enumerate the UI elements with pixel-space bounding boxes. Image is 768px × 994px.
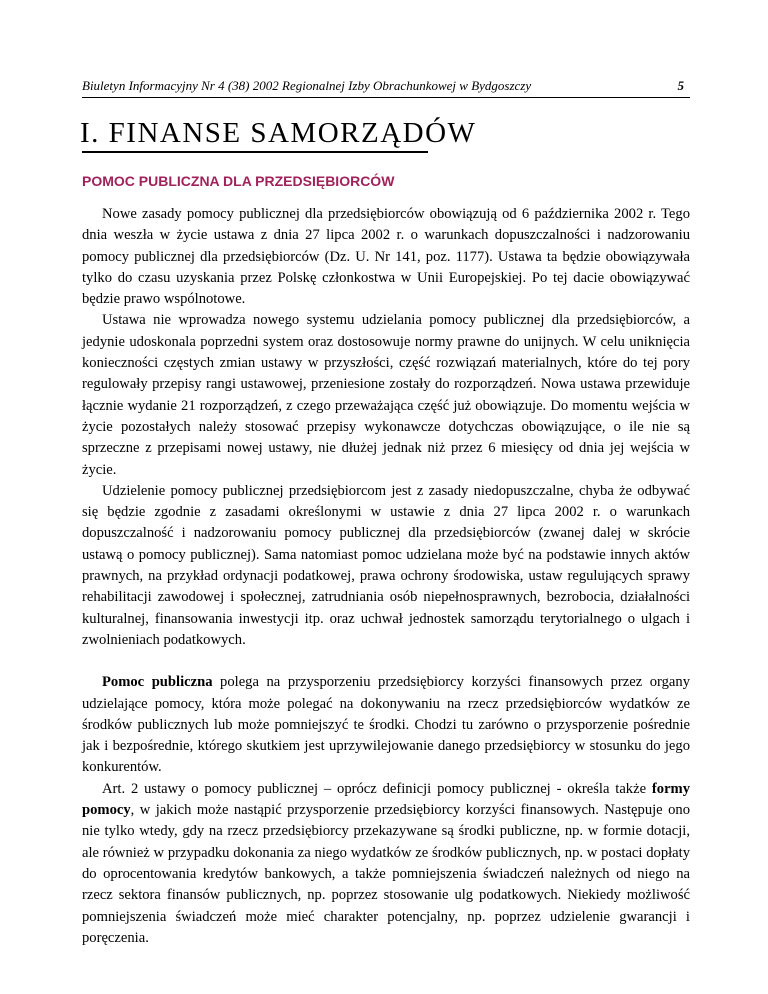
paragraph xyxy=(82,779,690,949)
paragraph: Udzielenie pomocy publicznej przedsiębiorcom jest z zasady niedopuszczalne, chyba że odbywać się będzie zgodnie z zasadami określonymi w ustawie z dnia 27 lipca 2002 r. o warunkach dopuszczalność i nadzorowaniu pomocy publicznej dla przedsiębiorców (zwanej dalej w skrócie ustawą o pomocy publicznej). Sama natomiast pomoc udzielana może być na podstawie innych aktów prawnych, na przykład ordynacji podatkowej, prawa ochrony środowiska, ustaw regulujących sprawy rehabilitacji zawodowej i społecznej, zatrudniania osób niepełnosprawnych, bezrobocia, działalności kulturalnej, finansowania inwestycji itp. oraz uchwał jednostek samorządu terytorialnego o ulgach i zwolnieniach podatkowych. xyxy=(82,482,690,648)
page-number: 5 xyxy=(677,78,684,93)
paragraph-text: , w jakich może nastąpić przysporzenie przedsiębiorcy korzyści finansowych. Następuje ono nie tylko wtedy, gdy na rzecz przedsiębiorcy przekazywane są środki publiczne, np. w formie dotacji, ale również w przypadku dokonania za niego wydatków ze środków publicznych, np. w postaci dopłaty do oprocentowania kredytów bankowych, a także pomniejszenia świadczeń należnych od niego na rzecz sektora finansów publicznych, np. poprzez stosowanie ulg podatkowych. Niekiedy możliwość pomniejszenia świadczeń może mieć charakter potencjalny, np. poprzez udzielenie gwarancji i poręczenia. xyxy=(82,802,690,946)
paragraph xyxy=(82,672,690,778)
bold-term: formy pomocy xyxy=(82,780,690,819)
paragraph-text: Art. 2 ustawy o pomocy publicznej – oprócz definicji pomocy publicznej - określa także xyxy=(102,780,652,797)
running-header-title: Biuletyn Informacyjny Nr 4 (38) 2002 Regionalnej Izby Obrachunkowej w Bydgoszczy xyxy=(82,78,532,93)
paragraph-text: polega na przysporzeniu przedsiębiorcy korzyści finansowych przez organy udzielające pomocy, która może polegać na dokonywaniu na rzecz przedsiębiorców wydatków ze środków publicznych lub może pomniejszyć te środki. Chodzi tu zarówno o przysporzenie pośrednie jak i bezpośrednie, którego skutkiem jest uprzywilejowanie danego przedsiębiorcy w stosunku do jego konkurentów. xyxy=(82,674,690,776)
paragraph: Ustawa nie wprowadza nowego systemu udzielania pomocy publicznej dla przedsiębiorców, a jedynie udoskonala poprzedni system oraz dostosowuje normy prawne do unijnych. W celu uniknięcia konieczności częstych zmian ustawy w przyszłości, część rozwiązań materialnych, które do tej pory regulowały przepisy rangi ustawowej, przeniesione zostały do rozporządzeń. Nowa ustawa przewiduje łącznie wydanie 21 rozporządzeń, z czego przeważająca część już obowiązuje. Do momentu wejścia w życie pozostałych należy stosować przepisy wykonawcze dotychczas obowiązujące, o ile nie są sprzeczne z przepisami nowej ustawy, nie dłużej jednak niż przez 6 miesięcy od dnia jej wejścia w życie. xyxy=(82,312,690,478)
bold-term: Pomoc publiczna xyxy=(102,674,213,691)
chapter-title: I. FINANSE SAMORZĄDÓW xyxy=(80,117,477,149)
paragraph: Nowe zasady pomocy publicznej dla przedsiębiorców obowiązują od 6 października 2002 r. Tego dnia weszła w życie ustawa z dnia 27 lipca 2002 r. o warunkach dopuszczalności i nadzorowaniu pomocy publicznej dla przedsiębiorców (Dz. U. Nr 141, poz. 1177). Ustawa ta będzie obowiązywała tylko do czasu uzyskania przez Polskę członkostwa w Unii Europejskiej. Po tej dacie obowiązywać będzie prawo wspólnotowe. xyxy=(82,206,690,308)
body-text xyxy=(82,204,690,949)
chapter-title-underline xyxy=(82,151,428,153)
header-divider xyxy=(82,97,690,98)
section-heading: POMOC PUBLICZNA DLA PRZEDSIĘBIORCÓW xyxy=(82,173,395,189)
running-header xyxy=(82,78,690,94)
